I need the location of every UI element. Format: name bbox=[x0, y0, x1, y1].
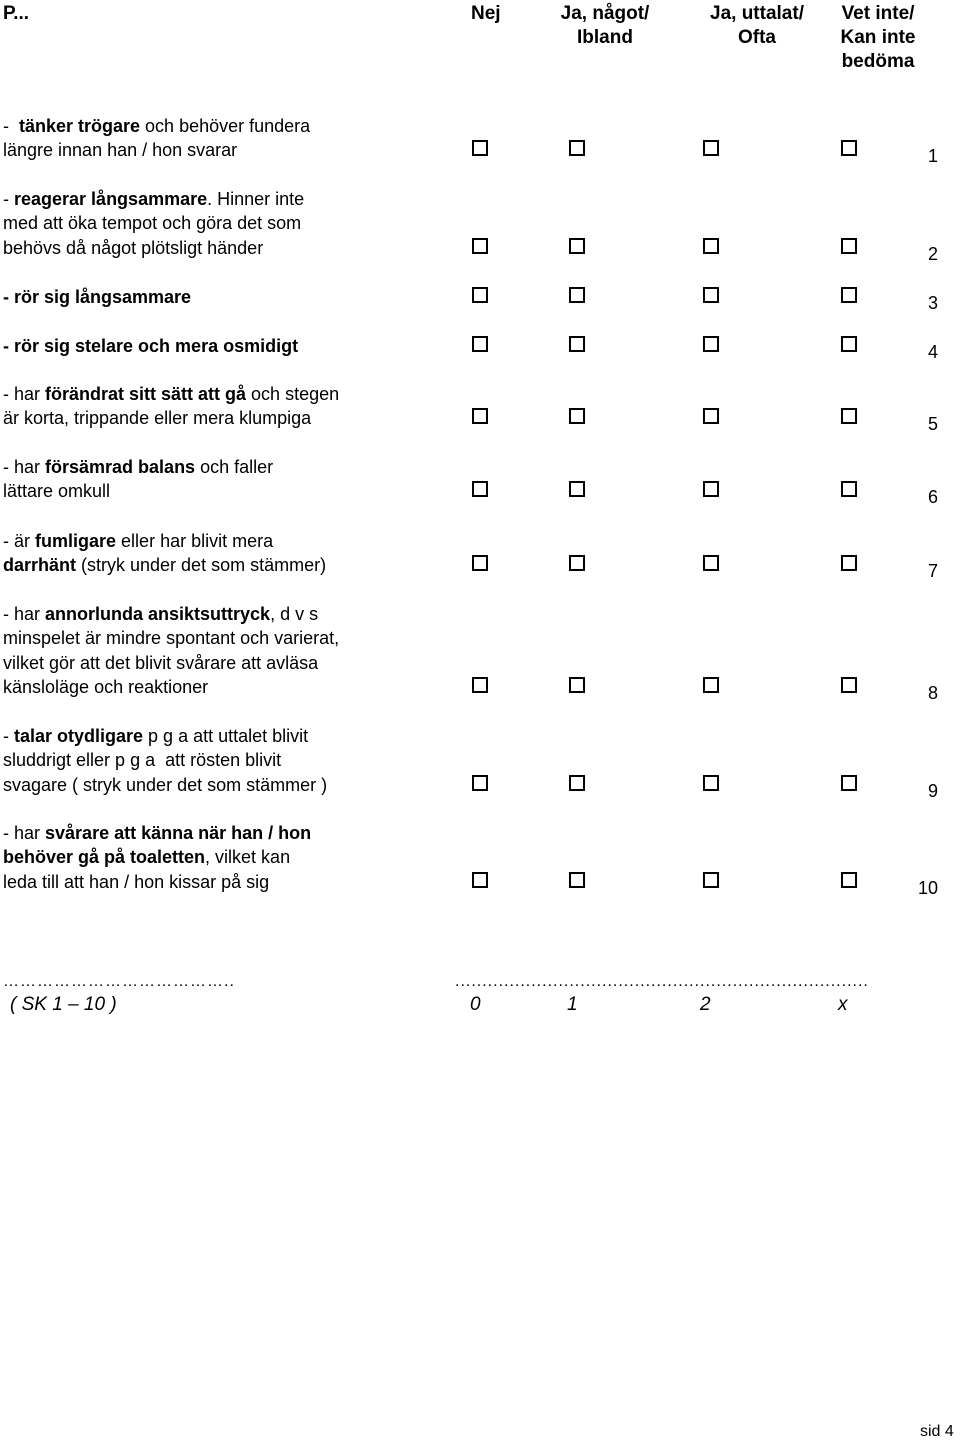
column-header-vet-inte bbox=[826, 2, 930, 74]
checkbox-nej[interactable] bbox=[472, 287, 488, 303]
checkbox-nej[interactable] bbox=[472, 555, 488, 571]
checkbox-ibland[interactable] bbox=[569, 287, 585, 303]
question-text bbox=[3, 821, 458, 894]
column-header-ibland bbox=[550, 2, 660, 50]
question-number: 5 bbox=[927, 414, 938, 434]
question-keyword: talar otydligare bbox=[14, 726, 144, 746]
question-text-span: , d v s bbox=[270, 604, 319, 624]
question-line bbox=[3, 479, 458, 503]
question-text-span: leda till att han / hon kissar på sig bbox=[3, 871, 270, 892]
question-text-span: vilket gör att det blivit svårare att avläsa bbox=[3, 652, 319, 673]
question-text-span: , vilket kan bbox=[205, 847, 291, 868]
checkbox-ofta[interactable] bbox=[703, 775, 719, 791]
checkbox-ibland[interactable] bbox=[569, 238, 585, 254]
checkbox-vet-inte[interactable] bbox=[841, 677, 857, 693]
checkbox-ofta[interactable] bbox=[703, 872, 719, 888]
question-text bbox=[3, 382, 458, 431]
checkbox-nej[interactable] bbox=[472, 481, 488, 497]
question-keyword: - rör sig stelare och mera osmidigt bbox=[3, 336, 299, 356]
column-header-vet-inte-line3: bedöma bbox=[841, 51, 915, 72]
question-line bbox=[3, 334, 458, 358]
checkbox-nej[interactable] bbox=[472, 238, 488, 254]
question-line bbox=[3, 553, 458, 577]
checkbox-ofta[interactable] bbox=[703, 287, 719, 303]
column-header-ofta bbox=[694, 2, 820, 50]
question-text-span: eller har blivit mera bbox=[116, 531, 274, 551]
question-keyword: försämrad balans bbox=[45, 457, 196, 477]
checkbox-vet-inte[interactable] bbox=[841, 287, 857, 303]
checkbox-ibland[interactable] bbox=[569, 336, 585, 352]
question-number: 3 bbox=[927, 293, 938, 313]
checkbox-ofta[interactable] bbox=[703, 408, 719, 424]
question-text-span: - har bbox=[3, 384, 46, 404]
question-line bbox=[3, 187, 458, 211]
question-text-span: och faller bbox=[195, 457, 274, 477]
question-line bbox=[3, 748, 458, 772]
checkbox-ofta[interactable] bbox=[703, 555, 719, 571]
question-number: 8 bbox=[927, 683, 938, 703]
question-line bbox=[3, 626, 458, 650]
question-keyword: fumligare bbox=[35, 531, 117, 551]
question-text-span: (stryk under det som stämmer) bbox=[76, 555, 327, 576]
question-line bbox=[3, 455, 458, 479]
checkbox-vet-inte[interactable] bbox=[841, 872, 857, 888]
column-header-vet-inte-line2: Kan inte bbox=[840, 27, 916, 48]
question-keyword: svårare att känna när han / hon bbox=[45, 823, 312, 843]
question-text-span: minspelet är mindre spontant och varierat, bbox=[3, 628, 340, 649]
checkbox-ofta[interactable] bbox=[703, 238, 719, 254]
column-header-ofta-line1: Ja, uttalat/ bbox=[710, 3, 804, 24]
question-keyword: - rör sig långsammare bbox=[3, 287, 192, 307]
question-text bbox=[3, 724, 458, 797]
checkbox-vet-inte[interactable] bbox=[841, 481, 857, 497]
question-text-span: med att öka tempot och göra det som bbox=[3, 213, 302, 234]
question-text-span: - bbox=[3, 189, 14, 209]
checkbox-vet-inte[interactable] bbox=[841, 555, 857, 571]
checkbox-ibland[interactable] bbox=[569, 677, 585, 693]
checkbox-ibland[interactable] bbox=[569, 775, 585, 791]
question-line bbox=[3, 529, 458, 553]
scale-x: x bbox=[838, 994, 848, 1015]
checkbox-vet-inte[interactable] bbox=[841, 238, 857, 254]
question-text-span: - bbox=[3, 726, 14, 746]
question-text-span: . Hinner inte bbox=[207, 189, 305, 209]
question-text-span: känsloläge och reaktioner bbox=[3, 677, 209, 698]
question-text-span: lättare omkull bbox=[3, 481, 111, 502]
column-header-nej: Nej bbox=[471, 3, 501, 24]
question-number: 6 bbox=[927, 487, 938, 507]
checkbox-nej[interactable] bbox=[472, 408, 488, 424]
question-number: 10 bbox=[917, 878, 938, 898]
scale-0: 0 bbox=[470, 994, 481, 1015]
question-keyword: darrhänt bbox=[3, 555, 77, 576]
question-keyword: tänker trögare bbox=[19, 116, 141, 136]
question-text bbox=[3, 114, 458, 163]
sum-dotted-line: ………………………………….. bbox=[3, 973, 235, 990]
column-header-ofta-line2: Ofta bbox=[738, 27, 776, 48]
question-number: 4 bbox=[927, 342, 938, 362]
question-text bbox=[3, 455, 458, 504]
question-text-span: är korta, trippande eller mera klumpiga bbox=[3, 408, 312, 429]
question-text bbox=[3, 529, 458, 578]
page-number: sid 4 bbox=[920, 1423, 954, 1440]
question-line bbox=[3, 821, 458, 845]
checkbox-ofta[interactable] bbox=[703, 336, 719, 352]
checkbox-nej[interactable] bbox=[472, 677, 488, 693]
question-text-span: - har bbox=[3, 823, 46, 843]
question-number: 1 bbox=[927, 146, 938, 166]
question-line bbox=[3, 870, 458, 894]
question-text-span: längre innan han / hon svarar bbox=[3, 140, 238, 161]
sum-label: ( SK 1 – 10 ) bbox=[10, 994, 117, 1015]
question-keyword: annorlunda ansiktsuttryck bbox=[45, 604, 271, 624]
question-line bbox=[3, 114, 458, 138]
question-text bbox=[3, 187, 458, 260]
question-number: 7 bbox=[927, 561, 938, 581]
question-text-span: p g a att uttalet blivit bbox=[143, 726, 309, 746]
checkbox-ibland[interactable] bbox=[569, 872, 585, 888]
question-number: 2 bbox=[927, 244, 938, 264]
checkbox-vet-inte[interactable] bbox=[841, 140, 857, 156]
checkbox-ibland[interactable] bbox=[569, 555, 585, 571]
question-text-span: - är bbox=[3, 531, 36, 551]
checkbox-nej[interactable] bbox=[472, 140, 488, 156]
question-line bbox=[3, 845, 458, 869]
question-line bbox=[3, 211, 458, 235]
checkbox-nej[interactable] bbox=[472, 336, 488, 352]
checkbox-vet-inte[interactable] bbox=[841, 336, 857, 352]
checkbox-ibland[interactable] bbox=[569, 140, 585, 156]
scale-1: 1 bbox=[567, 994, 578, 1015]
question-line bbox=[3, 285, 458, 309]
question-text-span: svagare ( stryk under det som stämmer ) bbox=[3, 774, 328, 795]
question-line bbox=[3, 773, 458, 797]
question-text-span: och stegen bbox=[246, 384, 340, 404]
question-line bbox=[3, 602, 458, 626]
scale-dotted-line: ............................................................................ bbox=[455, 973, 869, 990]
question-line bbox=[3, 382, 458, 406]
column-header-ibland-line2: Ibland bbox=[577, 27, 633, 48]
question-line bbox=[3, 406, 458, 430]
question-keyword: förändrat sitt sätt att gå bbox=[45, 384, 247, 404]
question-text bbox=[3, 285, 458, 309]
checkbox-ofta[interactable] bbox=[703, 677, 719, 693]
question-text-span: och behöver fundera bbox=[140, 116, 311, 136]
question-keyword: behöver gå på toaletten bbox=[3, 847, 206, 868]
question-text-span: behövs då något plötsligt händer bbox=[3, 237, 264, 258]
checkbox-ofta[interactable] bbox=[703, 481, 719, 497]
checkbox-vet-inte[interactable] bbox=[841, 775, 857, 791]
question-line bbox=[3, 651, 458, 675]
question-text-span: - har bbox=[3, 604, 46, 624]
question-line bbox=[3, 724, 458, 748]
question-number: 9 bbox=[927, 781, 938, 801]
question-line bbox=[3, 138, 458, 162]
column-header-vet-inte-line1: Vet inte/ bbox=[841, 3, 915, 24]
scale-2: 2 bbox=[700, 994, 711, 1015]
checkbox-nej[interactable] bbox=[472, 775, 488, 791]
column-header-ibland-line1: Ja, något/ bbox=[560, 3, 650, 24]
question-text bbox=[3, 334, 458, 358]
question-line bbox=[3, 236, 458, 260]
checkbox-vet-inte[interactable] bbox=[841, 408, 857, 424]
checkbox-ibland[interactable] bbox=[569, 481, 585, 497]
checkbox-ofta[interactable] bbox=[703, 140, 719, 156]
question-text-span: - har bbox=[3, 457, 46, 477]
question-keyword: reagerar långsammare bbox=[14, 189, 208, 209]
checkbox-nej[interactable] bbox=[472, 872, 488, 888]
checkbox-ibland[interactable] bbox=[569, 408, 585, 424]
question-text bbox=[3, 602, 458, 700]
question-line bbox=[3, 675, 458, 699]
page-title: P... bbox=[3, 3, 30, 24]
question-text-span: sluddrigt eller p g a att rösten blivit bbox=[3, 750, 282, 771]
question-text-span: - bbox=[3, 116, 19, 136]
